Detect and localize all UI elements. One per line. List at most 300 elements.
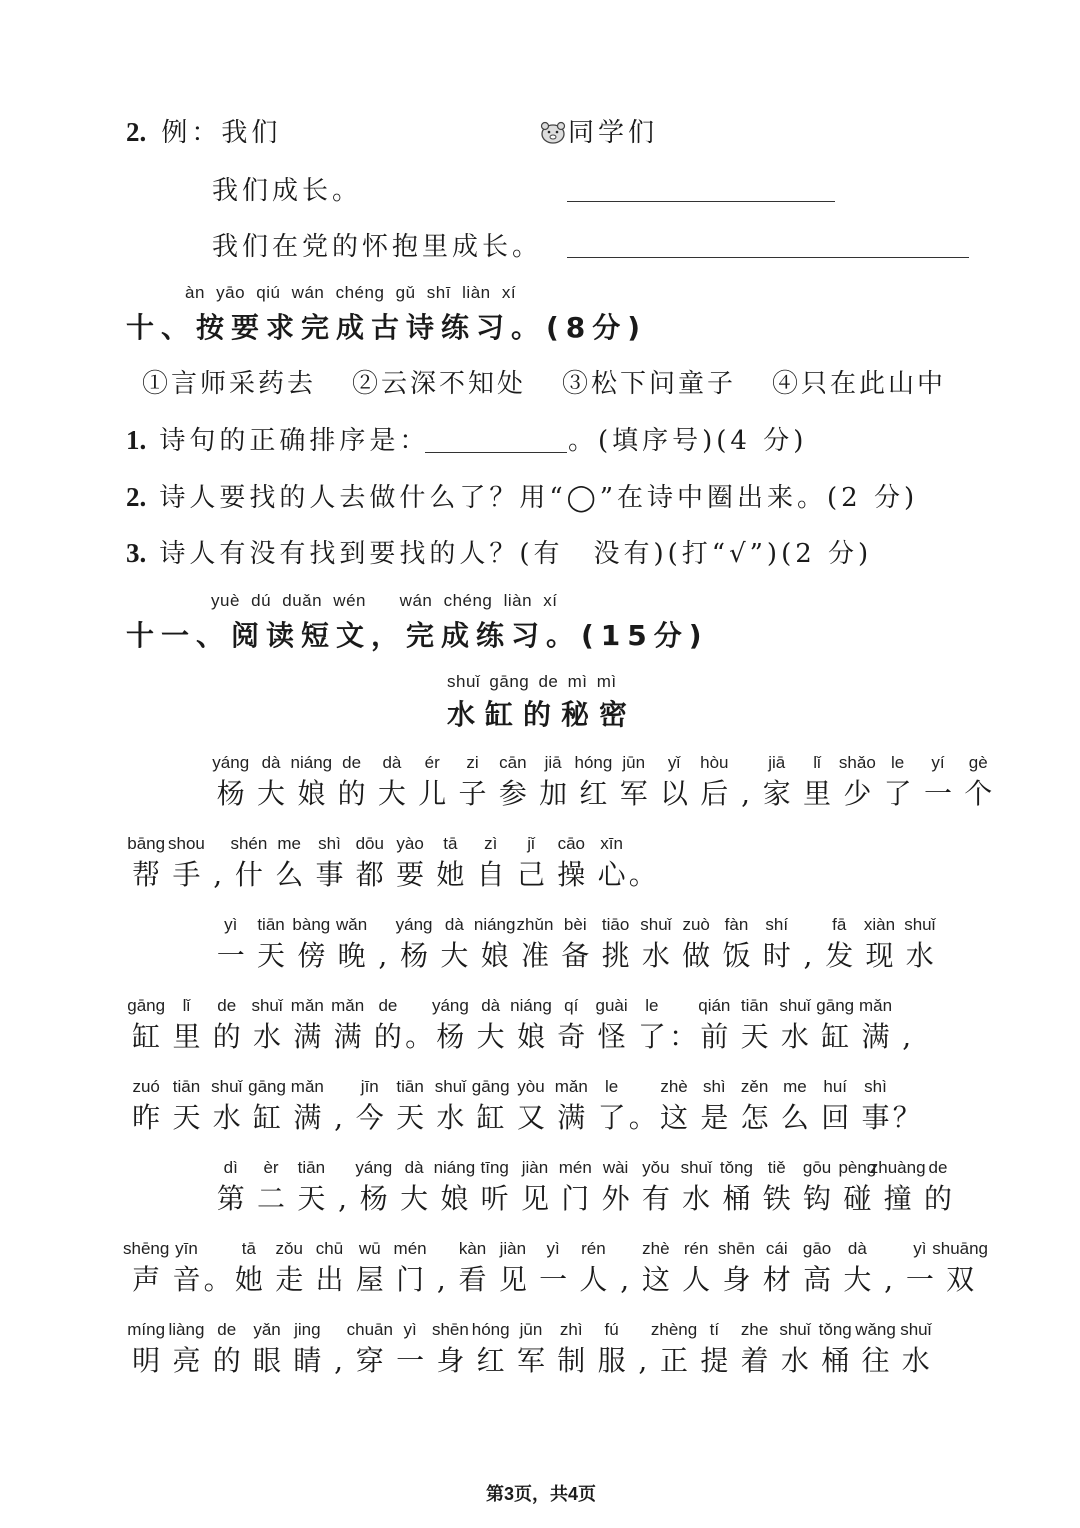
hanzi: 。: [628, 1101, 657, 1134]
pinyin: hóng: [471, 1320, 510, 1339]
pinyin: gāng: [816, 996, 855, 1015]
char-cell: [797, 752, 837, 814]
pinyin: liàng: [168, 1320, 205, 1339]
pinyin: tí: [709, 1320, 720, 1339]
pinyin: yǐ: [667, 753, 681, 772]
char-cell: [676, 914, 716, 976]
hanzi: 水: [905, 939, 934, 972]
hanzi: 钩: [803, 1182, 832, 1215]
hanzi: 她: [436, 858, 465, 891]
pinyin: dà: [382, 753, 402, 772]
char-cell: [452, 1238, 492, 1300]
char-cell: [837, 752, 877, 814]
hanzi: 服: [597, 1344, 626, 1377]
pinyin: shuǐ: [779, 996, 811, 1015]
pinyin: niáng: [473, 915, 516, 934]
pinyin: mǎn: [554, 1077, 588, 1096]
char-cell: [757, 1157, 797, 1219]
pinyin: shén: [230, 834, 268, 853]
pinyin: dà: [444, 915, 464, 934]
char-cell: [327, 1076, 349, 1138]
pinyin: mǎn: [858, 996, 893, 1015]
char-cell: [126, 833, 166, 895]
hanzi: 一: [905, 1263, 934, 1296]
pinyin: yí: [931, 753, 945, 772]
hanzi: 出: [315, 1263, 344, 1296]
char-cell: [775, 1076, 815, 1138]
pinyin: shēn: [431, 1320, 469, 1339]
sentence-line-2: 我们在党的怀抱里成长。: [212, 232, 543, 262]
pinyin: jiàn: [521, 1158, 549, 1177]
char-cell: [211, 914, 251, 976]
char-cell: [166, 833, 206, 895]
pinyin: dà: [404, 1158, 424, 1177]
hanzi: 少: [843, 777, 872, 810]
pinyin: le: [604, 1077, 619, 1096]
char-cell: [694, 1076, 734, 1138]
pinyin: wǎng: [855, 1320, 896, 1339]
hanzi: 发: [825, 939, 854, 972]
hanzi: 家: [762, 777, 791, 810]
char-cell: [551, 1319, 591, 1381]
hanzi: 一: [396, 1344, 425, 1377]
char-cell: [126, 1076, 166, 1138]
passage-row: [211, 752, 999, 814]
char-cell: [595, 914, 635, 976]
hanzi: 娘: [440, 1182, 469, 1215]
char-cell: [797, 914, 819, 976]
char-cell: [493, 1238, 533, 1300]
char-cell: [591, 1076, 631, 1138]
hanzi: 门: [561, 1182, 590, 1215]
hanzi: 满: [557, 1101, 586, 1134]
char-cell: [669, 995, 698, 1057]
hanzi: 都: [355, 858, 384, 891]
pinyin: yì: [224, 915, 238, 934]
hanzi: ,: [741, 777, 750, 810]
char-cell: [430, 1076, 470, 1138]
pinyin: pèng: [838, 1158, 877, 1177]
char-cell: [676, 1157, 716, 1219]
pinyin: yǒu: [642, 1158, 670, 1177]
pinyin: bèi: [563, 915, 587, 934]
pinyin: ér: [424, 753, 440, 772]
pinyin: zhè: [642, 1239, 670, 1258]
passage-row: [126, 833, 657, 895]
pinyin: mǎn: [290, 1077, 324, 1096]
hanzi: 今: [355, 1101, 384, 1134]
pinyin: wǎn: [336, 915, 368, 934]
hanzi: 听: [480, 1182, 509, 1215]
char-cell: [126, 995, 166, 1057]
char-cell: [632, 995, 672, 1057]
char-cell: [247, 995, 287, 1057]
hanzi: 大: [843, 1263, 872, 1296]
pinyin: wài: [602, 1158, 629, 1177]
hanzi: 杨: [436, 1020, 465, 1053]
char-cell: [203, 1238, 232, 1300]
hanzi: 水: [253, 1020, 282, 1053]
pinyin: shuǐ: [251, 996, 283, 1015]
char-cell: [350, 833, 390, 895]
char-cell: [291, 1157, 331, 1219]
char-cell: [614, 1238, 636, 1300]
hanzi: 准: [520, 939, 549, 972]
pinyin: tiāo: [601, 915, 630, 934]
hanzi: 身: [722, 1263, 751, 1296]
char-cell: [229, 1238, 269, 1300]
question-10-1: [126, 420, 429, 457]
hanzi: 制: [557, 1344, 586, 1377]
pinyin: tiān: [297, 1158, 326, 1177]
passage-row: [126, 1319, 936, 1381]
hanzi: 杨: [400, 939, 429, 972]
char-cell: [251, 1157, 291, 1219]
char-cell: [591, 995, 631, 1057]
hanzi: 大: [476, 1020, 505, 1053]
pinyin: tiān: [740, 996, 769, 1015]
char-cell: [734, 1319, 774, 1381]
char-cell: [471, 1319, 511, 1381]
pinyin: zì: [484, 834, 498, 853]
pinyin: bāng: [127, 834, 166, 853]
hanzi: 水: [780, 1020, 809, 1053]
pinyin: tīng: [480, 1158, 509, 1177]
hanzi: 加: [539, 777, 568, 810]
char-cell: [676, 1238, 716, 1300]
hanzi: 水: [436, 1101, 465, 1134]
hanzi: 娘: [297, 777, 326, 810]
hanzi: 水: [682, 1182, 711, 1215]
char-cell: [390, 1319, 430, 1381]
pinyin: yáng: [212, 753, 250, 772]
char-cell: [650, 1319, 698, 1381]
question-10-1-suffix: 。(填序号)(4 分): [568, 426, 808, 456]
hanzi: 红: [476, 1344, 505, 1377]
pinyin: yīn: [175, 1239, 198, 1258]
hanzi: 。: [405, 1020, 434, 1053]
char-cell: [614, 752, 654, 814]
hanzi: 。: [628, 858, 657, 891]
hanzi: 参: [498, 777, 527, 810]
section-11-title: 十一、阅读短文，完成练习。(15分): [126, 619, 709, 652]
hanzi: 里: [172, 1020, 201, 1053]
hanzi: 缸: [476, 1101, 505, 1134]
char-cell: [247, 1319, 287, 1381]
pinyin: hòu: [700, 753, 729, 772]
pinyin: èr: [263, 1158, 279, 1177]
pinyin: shēn: [718, 1239, 755, 1258]
char-cell: [855, 995, 895, 1057]
hanzi: 军: [516, 1344, 545, 1377]
hanzi: 水: [212, 1101, 241, 1134]
hanzi: 饭: [722, 939, 751, 972]
pinyin: jiā: [544, 753, 562, 772]
char-cell: [166, 1319, 206, 1381]
hanzi: 军: [619, 777, 648, 810]
pinyin: jiā: [768, 753, 786, 772]
hanzi: 材: [762, 1263, 791, 1296]
pinyin: shì: [318, 834, 341, 853]
hanzi: 杨: [216, 777, 245, 810]
hanzi: 里: [803, 777, 832, 810]
char-cell: [434, 914, 474, 976]
hanzi: 的: [212, 1020, 241, 1053]
char-cell: [595, 1157, 635, 1219]
char-cell: [859, 914, 899, 976]
char-cell: [287, 1319, 327, 1381]
sentence-line-1: 我们成长。: [212, 176, 363, 206]
pinyin: shuāng: [932, 1239, 989, 1258]
hanzi: 这: [641, 1263, 670, 1296]
hanzi: 天: [172, 1101, 201, 1134]
hanzi: 满: [293, 1101, 322, 1134]
pinyin: shuǐ: [211, 1077, 243, 1096]
page-footer: 第3页，共4页: [486, 1484, 597, 1504]
char-cell: [471, 833, 511, 895]
char-cell: [430, 1238, 452, 1300]
pinyin: zǒu: [275, 1239, 303, 1258]
pinyin: guài: [595, 996, 628, 1015]
pinyin: zuó: [132, 1077, 160, 1096]
pinyin: tǒng: [719, 1158, 753, 1177]
char-cell: [797, 1238, 837, 1300]
pinyin: tǒng: [818, 1320, 852, 1339]
char-cell: [331, 914, 371, 976]
char-cell: [394, 914, 434, 976]
hanzi: 操: [557, 858, 586, 891]
pinyin: niáng: [433, 1158, 476, 1177]
char-cell: [327, 995, 367, 1057]
hanzi: 这: [660, 1101, 689, 1134]
example-prefix: 例：我们: [161, 118, 282, 148]
pinyin: zhèng: [650, 1320, 698, 1339]
hanzi: ,: [334, 1101, 344, 1134]
char-cell: [211, 1157, 251, 1219]
pinyin: shuǐ: [640, 915, 672, 934]
order-answer-blank[interactable]: [425, 452, 567, 453]
char-cell: [471, 995, 511, 1057]
question-text: 诗句的正确排序是：: [159, 426, 430, 456]
char-cell: [900, 914, 940, 976]
pinyin: dà: [481, 996, 501, 1015]
hanzi: 红: [579, 777, 608, 810]
char-cell: [591, 833, 631, 895]
pinyin: jūn: [622, 753, 646, 772]
story-title-pinyin: shuǐ gāng de mì mì: [447, 672, 617, 691]
hanzi: 大: [440, 939, 469, 972]
char-cell: [331, 1157, 353, 1219]
pinyin: tā: [443, 834, 458, 853]
hanzi: 回: [821, 1101, 850, 1134]
hanzi: 屋: [355, 1263, 384, 1296]
pinyin: jīn: [360, 1077, 379, 1096]
question-text: 诗人要找的人去做什么了？用“◯”在诗中圈出来。(2 分): [159, 483, 919, 513]
char-cell: [247, 1076, 287, 1138]
hanzi: 做: [682, 939, 711, 972]
pinyin: wū: [358, 1239, 381, 1258]
hanzi: 了: [637, 1020, 666, 1053]
char-cell: [573, 1238, 613, 1300]
char-cell: [291, 914, 331, 976]
pinyin: gāng: [471, 1077, 510, 1096]
char-cell: [775, 995, 815, 1057]
passage-row: [211, 914, 940, 976]
hanzi: 水: [780, 1344, 809, 1377]
pinyin: niáng: [510, 996, 552, 1015]
pinyin: tiān: [396, 1077, 424, 1096]
hanzi: ：: [669, 1020, 698, 1053]
char-cell: [892, 1076, 921, 1138]
hanzi: 的: [923, 1182, 952, 1215]
pinyin: shǎo: [838, 753, 876, 772]
hanzi: 心: [597, 858, 626, 891]
hanzi: 大: [377, 777, 406, 810]
pinyin: le: [891, 753, 905, 772]
hanzi: 以: [660, 777, 689, 810]
hanzi: 大: [257, 777, 286, 810]
hanzi: 睛: [293, 1344, 322, 1377]
char-cell: [636, 914, 676, 976]
hanzi: 明: [132, 1344, 161, 1377]
hanzi: ,: [213, 858, 223, 891]
section-10-pinyin: àn yāo qiú wán chéng gǔ shī liàn xí: [185, 283, 517, 302]
hanzi: 眼: [253, 1344, 282, 1377]
hanzi: 娘: [480, 939, 509, 972]
char-cell: [797, 1157, 837, 1219]
pinyin: tā: [241, 1239, 256, 1258]
char-cell: [555, 1157, 595, 1219]
question-number: 1.: [126, 425, 147, 455]
pinyin: tiě: [767, 1158, 786, 1177]
example-right-word: [540, 112, 658, 149]
pinyin: dà: [847, 1239, 867, 1258]
hanzi: 昨: [132, 1101, 161, 1134]
pinyin: huí: [823, 1077, 848, 1096]
char-cell: [291, 752, 331, 814]
char-cell: [430, 833, 470, 895]
hanzi: 二: [257, 1182, 286, 1215]
char-cell: [511, 995, 551, 1057]
char-cell: [493, 752, 533, 814]
char-cell: [654, 752, 694, 814]
hanzi: 怎: [740, 1101, 769, 1134]
pinyin: fàn: [724, 915, 749, 934]
char-cell: [958, 752, 998, 814]
char-cell: [694, 752, 734, 814]
hanzi: 双: [946, 1263, 975, 1296]
char-cell: [372, 914, 394, 976]
right-word-text: 同学们: [568, 118, 659, 148]
pinyin: de: [217, 1320, 237, 1339]
hanzi: 人: [682, 1263, 711, 1296]
char-cell: [533, 752, 573, 814]
hanzi: 了: [597, 1101, 626, 1134]
hanzi: 一: [923, 777, 952, 810]
char-cell: [551, 833, 591, 895]
pinyin: bàng: [292, 915, 331, 934]
hanzi: 怪: [597, 1020, 626, 1053]
hanzi: 晚: [337, 939, 366, 972]
char-cell: [837, 1238, 877, 1300]
char-cell: [309, 833, 349, 895]
pinyin: qián: [698, 996, 731, 1015]
char-cell: [412, 752, 452, 814]
char-cell: [932, 1238, 989, 1300]
poem-line-4: ④只在此山中: [772, 369, 947, 399]
hanzi: 挑: [601, 939, 630, 972]
hanzi: 己: [516, 858, 545, 891]
hanzi: 满: [861, 1020, 890, 1053]
pinyin: kàn: [458, 1239, 487, 1258]
char-cell: [573, 752, 613, 814]
hanzi: 满: [333, 1020, 362, 1053]
hanzi: 着: [740, 1344, 769, 1377]
char-cell: [757, 752, 797, 814]
hanzi: 水: [901, 1344, 930, 1377]
hanzi: ,: [334, 1344, 344, 1377]
pinyin: mén: [393, 1239, 427, 1258]
hanzi: 一: [539, 1263, 568, 1296]
answer-blank-1[interactable]: [567, 201, 835, 202]
char-cell: [309, 1238, 349, 1300]
answer-blank-2[interactable]: [567, 257, 969, 258]
pinyin: xiàn: [863, 915, 896, 934]
char-cell: [229, 833, 269, 895]
hanzi: 碰: [843, 1182, 872, 1215]
pinyin: shí: [765, 915, 789, 934]
pinyin: zuò: [682, 915, 710, 934]
pinyin: jūn: [519, 1320, 543, 1339]
hanzi: ,: [436, 1263, 446, 1296]
hanzi: ,: [884, 1263, 894, 1296]
pinyin: zhì: [559, 1320, 583, 1339]
hanzi: 天: [257, 939, 286, 972]
hanzi: 的: [373, 1020, 402, 1053]
char-cell: [166, 1238, 206, 1300]
char-cell: [346, 1319, 393, 1381]
hanzi: 桶: [821, 1344, 850, 1377]
hanzi: 缸: [821, 1020, 850, 1053]
pinyin: de: [342, 753, 362, 772]
char-cell: [654, 1076, 694, 1138]
pinyin: dì: [223, 1158, 238, 1177]
char-cell: [716, 914, 756, 976]
hanzi: 天: [740, 1020, 769, 1053]
hanzi: 缸: [253, 1101, 282, 1134]
poem-line-2: ②云深不知处: [352, 369, 527, 399]
hanzi: 备: [561, 939, 590, 972]
pinyin: rén: [581, 1239, 606, 1258]
hanzi: 她: [234, 1263, 263, 1296]
char-cell: [390, 1076, 430, 1138]
question-text: 诗人有没有找到要找的人？(有 没有)(打“√”)(2 分): [159, 539, 873, 569]
pinyin: de: [378, 996, 398, 1015]
char-cell: [555, 914, 595, 976]
hanzi: 门: [396, 1263, 425, 1296]
hanzi: 音: [172, 1263, 201, 1296]
char-cell: [815, 1319, 855, 1381]
char-cell: [475, 914, 515, 976]
hanzi: 又: [516, 1101, 545, 1134]
pinyin: zhǔn: [516, 915, 554, 934]
char-cell: [126, 1319, 166, 1381]
pinyin: zi: [466, 753, 479, 772]
pinyin: hóng: [574, 753, 613, 772]
poem-line-3: ③松下问童子: [562, 369, 737, 399]
char-cell: [628, 1076, 657, 1138]
char-cell: [475, 1157, 515, 1219]
